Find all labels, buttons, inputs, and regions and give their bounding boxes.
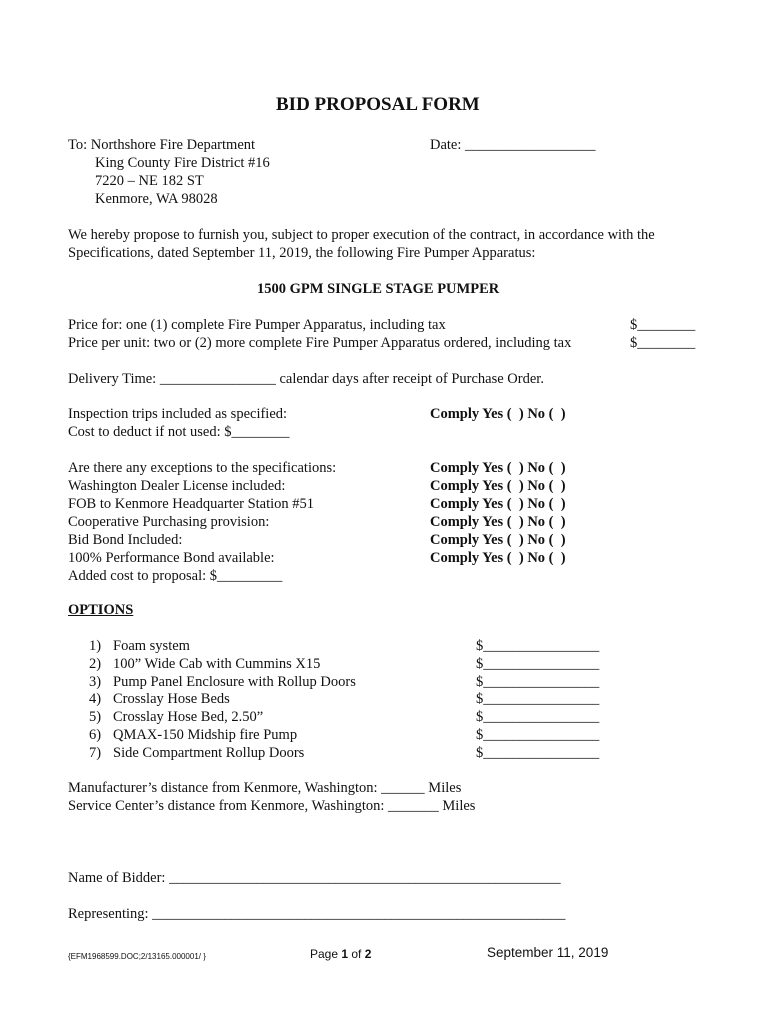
option-price-blank[interactable]: $________________ <box>476 638 600 654</box>
option-price-blank[interactable]: $________________ <box>476 691 600 707</box>
representing-field[interactable]: Representing: _________________________________________________________ <box>68 906 566 922</box>
requirement-comply[interactable]: Comply Yes ( ) No ( ) <box>430 460 566 476</box>
address-to: To: Northshore Fire Department <box>68 137 256 153</box>
inspection-label: Inspection trips included as specified: <box>68 406 288 422</box>
price-blank-2[interactable]: $________ <box>630 335 696 351</box>
address-line-4: Kenmore, WA 98028 <box>95 191 218 207</box>
inspection-deduct[interactable]: Cost to deduct if not used: $________ <box>68 424 290 440</box>
address-line-2: King County Fire District #16 <box>95 155 270 171</box>
page-prefix: Page <box>310 947 342 961</box>
page-total: 2 <box>364 947 372 961</box>
address-line-3: 7220 – NE 182 ST <box>95 173 204 189</box>
option-label: 100” Wide Cab with Cummins X15 <box>113 656 321 672</box>
page-of: of <box>348 947 365 961</box>
requirement-label: Bid Bond Included: <box>68 532 183 548</box>
requirement-comply[interactable]: Comply Yes ( ) No ( ) <box>430 514 566 530</box>
option-price-blank[interactable]: $________________ <box>476 674 600 690</box>
options-heading: OPTIONS <box>68 602 134 618</box>
option-price-blank[interactable]: $________________ <box>476 727 600 743</box>
requirement-comply[interactable]: Comply Yes ( ) No ( ) <box>430 496 566 512</box>
section-subtitle: 1500 GPM SINGLE STAGE PUMPER <box>257 281 500 297</box>
option-label: QMAX-150 Midship fire Pump <box>113 727 298 743</box>
service-center-distance[interactable]: Service Center’s distance from Kenmore, Washington: _______ Miles <box>68 798 476 814</box>
option-label: Side Compartment Rollup Doors <box>113 745 305 761</box>
option-number: 1) <box>89 638 102 654</box>
page-number <box>310 945 371 963</box>
option-label: Pump Panel Enclosure with Rollup Doors <box>113 674 356 690</box>
option-label: Crosslay Hose Bed, 2.50” <box>113 709 264 725</box>
requirement-label: Are there any exceptions to the specifications: <box>68 460 337 476</box>
option-label: Foam system <box>113 638 190 654</box>
bidder-name-field[interactable]: Name of Bidder: ______________________________________________________ <box>68 870 561 886</box>
price-blank-1[interactable]: $________ <box>630 317 696 333</box>
option-label: Crosslay Hose Beds <box>113 691 230 707</box>
page-current: 1 <box>341 947 349 961</box>
option-price-blank[interactable]: $________________ <box>476 709 600 725</box>
option-number: 6) <box>89 727 102 743</box>
option-number: 3) <box>89 674 102 690</box>
option-number: 7) <box>89 745 102 761</box>
requirement-comply[interactable]: Comply Yes ( ) No ( ) <box>430 478 566 494</box>
requirement-comply[interactable]: Comply Yes ( ) No ( ) <box>430 532 566 548</box>
option-number: 5) <box>89 709 102 725</box>
requirement-label: FOB to Kenmore Headquarter Station #51 <box>68 496 315 512</box>
option-price-blank[interactable]: $________________ <box>476 656 600 672</box>
option-number: 2) <box>89 656 102 672</box>
added-cost[interactable]: Added cost to proposal: $_________ <box>68 568 283 584</box>
page-title: BID PROPOSAL FORM <box>276 94 480 115</box>
intro-line-2: Specifications, dated September 11, 2019, the following Fire Pumper Apparatus: <box>68 245 536 261</box>
delivery-time[interactable]: Delivery Time: ________________ calendar days after receipt of Purchase Order. <box>68 371 544 387</box>
requirement-comply[interactable]: Comply Yes ( ) No ( ) <box>430 550 566 566</box>
option-price-blank[interactable]: $________________ <box>476 745 600 761</box>
option-number: 4) <box>89 691 102 707</box>
footer-date: September 11, 2019 <box>487 945 609 960</box>
document-id: {EFM1968599.DOC;2/13165.000001/ } <box>68 952 206 961</box>
requirement-label: 100% Performance Bond available: <box>68 550 275 566</box>
manufacturer-distance[interactable]: Manufacturer’s distance from Kenmore, Washington: ______ Miles <box>68 780 462 796</box>
inspection-comply[interactable]: Comply Yes ( ) No ( ) <box>430 406 566 422</box>
price-label-2: Price per unit: two or (2) more complete Fire Pumper Apparatus ordered, including tax <box>68 335 572 351</box>
date-field[interactable]: Date: __________________ <box>430 137 596 153</box>
price-label-1: Price for: one (1) complete Fire Pumper Apparatus, including tax <box>68 317 446 333</box>
intro-line-1: We hereby propose to furnish you, subject to proper execution of the contract, in accordance with the <box>68 227 655 243</box>
requirement-label: Cooperative Purchasing provision: <box>68 514 270 530</box>
requirement-label: Washington Dealer License included: <box>68 478 286 494</box>
